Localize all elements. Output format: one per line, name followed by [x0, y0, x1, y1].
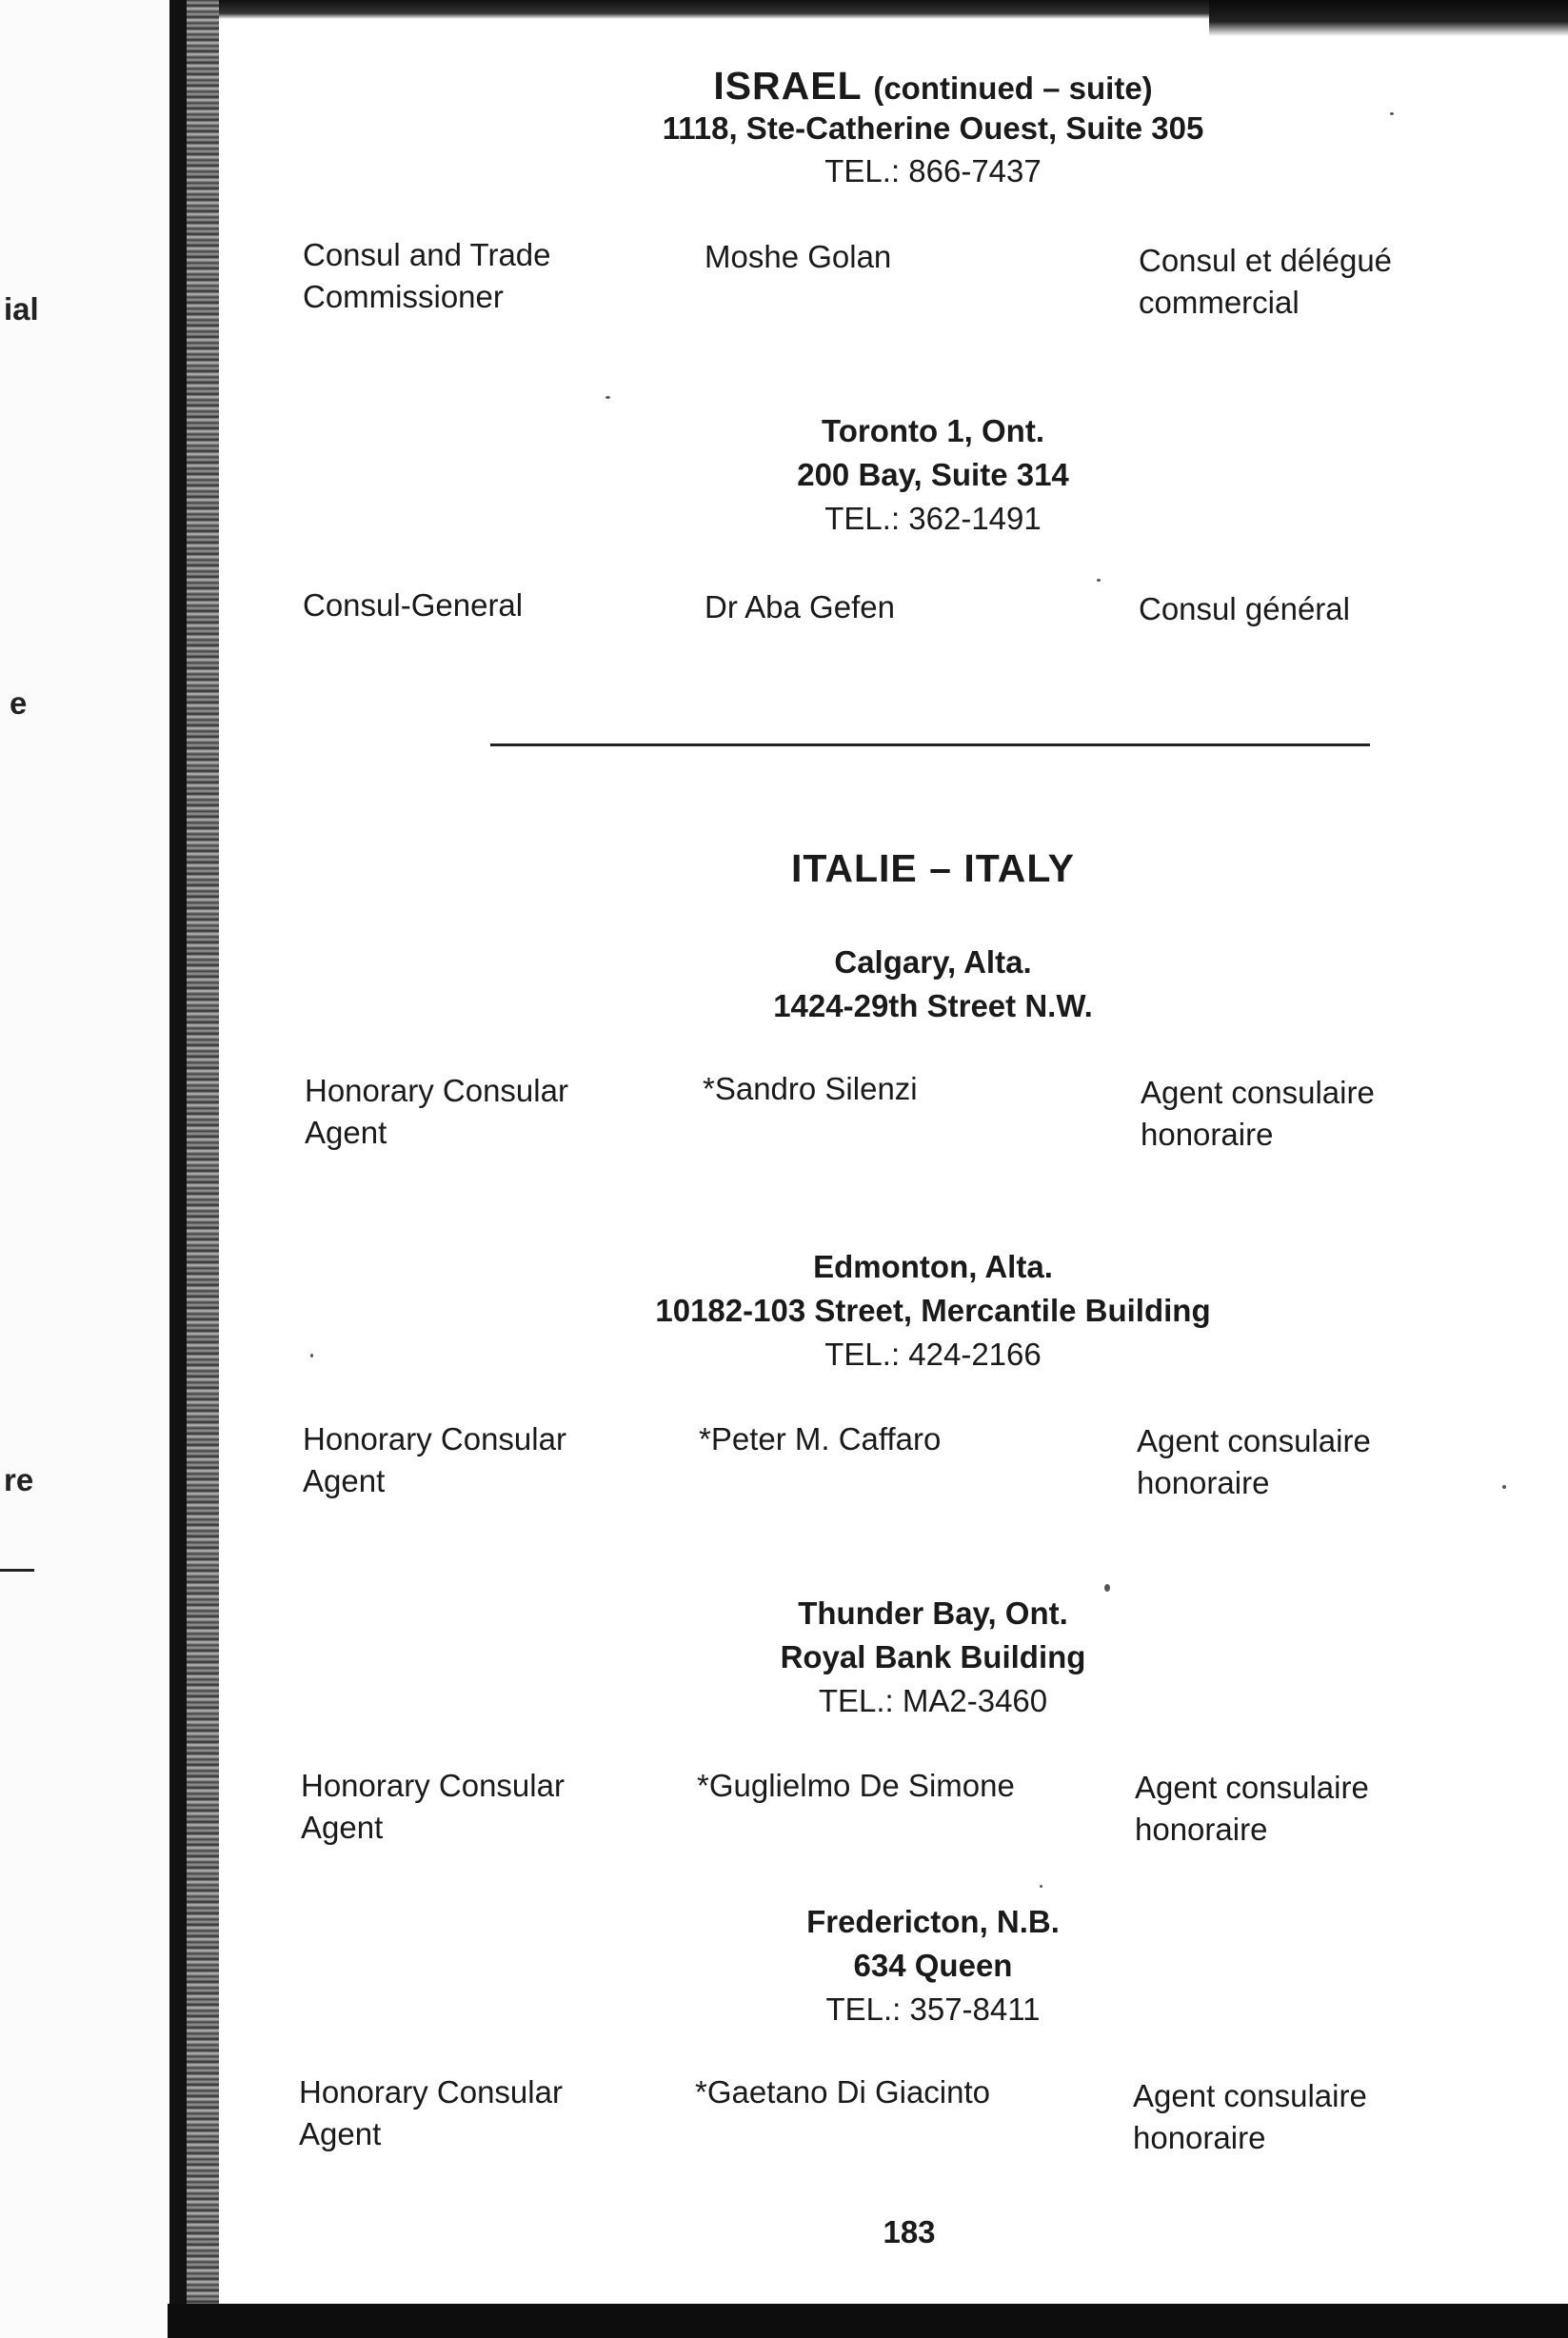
book-binding [187, 0, 219, 2338]
israel-toronto-tel: TEL.: 362-1491 [824, 501, 1042, 536]
entry-title-fr [1141, 1072, 1521, 1156]
title-en-line: Honorary Consular [299, 2074, 563, 2110]
israel-heading [514, 61, 1352, 113]
entry-name: *Gaetano Di Giacinto [695, 2074, 991, 2110]
title-fr-line: honoraire [1137, 1465, 1270, 1500]
italy-office-address: Royal Bank Building [780, 1639, 1086, 1674]
entry-name: Moshe Golan [705, 239, 892, 274]
left-page-edge [0, 0, 187, 2338]
left-page-fragment: ial [4, 291, 39, 327]
title-fr-line: Consul général [1139, 591, 1350, 626]
title-fr-line: Agent consulaire [1133, 2078, 1367, 2113]
entry-title-fr [1135, 1767, 1516, 1851]
italy-office-tel: TEL.: 357-8411 [825, 1991, 1041, 2027]
entry-title-fr [1139, 588, 1519, 630]
italy-office-tel: TEL.: 424-2166 [824, 1337, 1042, 1372]
italy-office-city: Fredericton, N.B. [806, 1904, 1060, 1939]
section-divider [490, 743, 1370, 746]
israel-montreal-tel: TEL.: 866-7437 [824, 153, 1042, 188]
title-en-line: Honorary Consular [303, 1421, 566, 1456]
italy-office-city: Calgary, Alta. [834, 944, 1032, 980]
left-page-fragment: re [4, 1462, 34, 1497]
scan-speck [1097, 579, 1101, 582]
title-fr-line: Consul et délégué [1139, 243, 1393, 278]
scan-speck [605, 396, 610, 399]
scan-speck [310, 1354, 313, 1357]
title-en-line: Commissioner [303, 279, 504, 314]
italy-office-city: Thunder Bay, Ont. [798, 1595, 1068, 1631]
israel-toronto-city: Toronto 1, Ont. [821, 413, 1044, 448]
title-fr-line: Agent consulaire [1141, 1075, 1375, 1110]
entry-title-fr [1133, 2075, 1514, 2159]
israel-title: ISRAEL [713, 64, 862, 108]
left-page-rule [0, 1569, 34, 1572]
entry-title-en [305, 1070, 628, 1154]
title-fr-line: honoraire [1141, 1117, 1274, 1152]
title-fr-line: commercial [1139, 285, 1300, 320]
italy-office-address: 10182-103 Street, Mercantile Building [655, 1293, 1211, 1328]
israel-toronto-address: 200 Bay, Suite 314 [797, 457, 1069, 492]
entry-name: Dr Aba Gefen [705, 589, 895, 624]
title-en-line: Agent [301, 1810, 384, 1845]
top-scan-edge-corner [1209, 0, 1568, 36]
entry-title-fr [1139, 240, 1519, 324]
title-fr-line: honoraire [1135, 1812, 1268, 1847]
left-page-fragment: e [10, 685, 28, 721]
italy-office-tel: TEL.: MA2-3460 [818, 1683, 1048, 1718]
entry-name: *Sandro Silenzi [703, 1071, 918, 1106]
italy-office-address: 634 Queen [853, 1948, 1013, 1983]
italy-office-address: 1424-29th Street N.W. [773, 988, 1093, 1023]
entry-title-en [299, 2071, 623, 2155]
title-en-line: Agent [303, 1463, 386, 1498]
israel-montreal-address: 1118, Ste-Catherine Ouest, Suite 305 [662, 110, 1204, 146]
title-fr-line: Agent consulaire [1135, 1770, 1369, 1805]
italy-title: ITALIE – ITALY [791, 846, 1075, 890]
page-number: 183 [883, 2214, 936, 2249]
scan-speck [1390, 112, 1394, 115]
italy-office-city: Edmonton, Alta. [813, 1249, 1053, 1284]
entry-title-en [303, 584, 626, 626]
title-fr-line: Agent consulaire [1137, 1423, 1371, 1458]
title-en-line: Honorary Consular [305, 1073, 568, 1108]
title-en-line: Consul and Trade [303, 237, 551, 272]
entry-title-en [303, 234, 626, 318]
entry-name: *Peter M. Caffaro [699, 1421, 942, 1456]
entry-name: *Guglielmo De Simone [697, 1768, 1015, 1803]
entry-title-en [303, 1418, 626, 1502]
title-en-line: Consul-General [303, 587, 524, 623]
entry-title-fr [1137, 1420, 1518, 1504]
entry-title-en [301, 1765, 625, 1849]
bottom-scan-edge [168, 2304, 1568, 2338]
israel-title-sub: (continued – suite) [873, 70, 1153, 106]
title-en-line: Honorary Consular [301, 1768, 565, 1803]
title-fr-line: honoraire [1133, 2120, 1266, 2155]
scan-speck [1040, 1885, 1042, 1888]
scan-speck [1104, 1584, 1110, 1592]
scan-speck [1502, 1485, 1506, 1489]
title-en-line: Agent [305, 1115, 387, 1150]
gutter-shadow [169, 0, 189, 2338]
title-en-line: Agent [299, 2116, 382, 2151]
